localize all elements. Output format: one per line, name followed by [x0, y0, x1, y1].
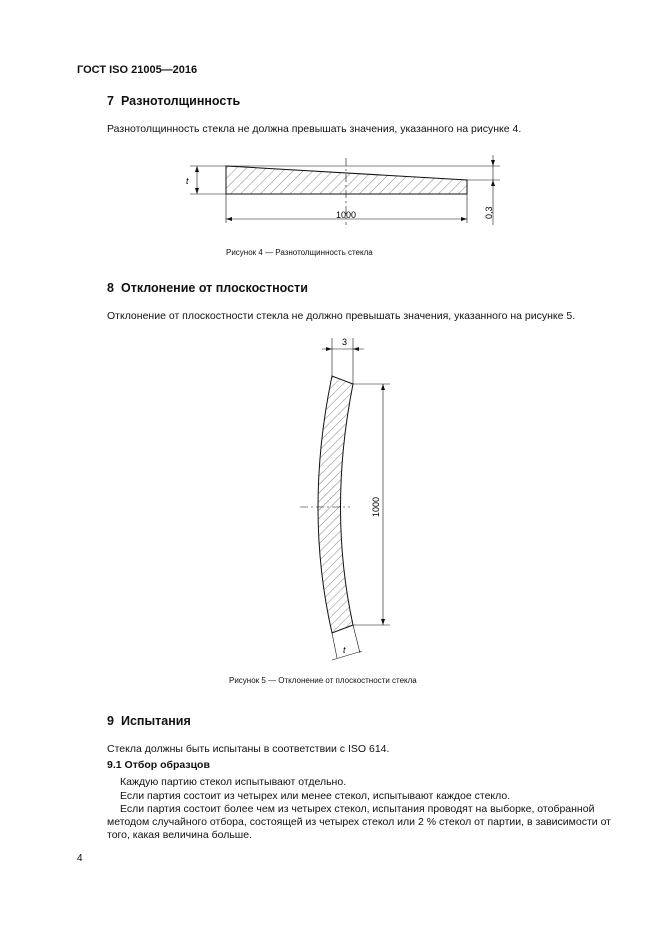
figure-5-drawing [290, 335, 400, 665]
section-7-heading [107, 94, 240, 108]
section-8-heading [107, 281, 308, 295]
fig4-label-length: 1000 [336, 210, 357, 220]
section-8-number: 8 [107, 281, 114, 295]
figure-4-caption: Рисунок 4 — Разнотолщинность стекла [226, 248, 373, 257]
section-7-title: Разнотолщинность [121, 94, 241, 108]
subsection-para-1: Каждую партию стекол испытывают отдельно. [120, 776, 347, 788]
subsection-para-2: Если партия состоит из четырех или менее стекол, испытывают каждое стекло. [120, 790, 511, 802]
subsection-para-3-line-2: методом случайного отбора, состоящей из четырех стекол или 2 % стекол от партии, в зависимости от [107, 816, 611, 828]
section-7-text: Разнотолщинность стекла не должна превышать значения, указанного на рисунке 4. [107, 123, 522, 135]
subsection-9-1-heading [107, 759, 210, 771]
glass-wedge-shape [226, 166, 467, 194]
section-9-heading [107, 714, 191, 728]
subsection-9-1-number: 9.1 [107, 759, 122, 771]
fig5-label-length: 1000 [371, 496, 381, 517]
bent-glass-shape [318, 376, 353, 633]
section-9-number: 9 [107, 714, 114, 728]
section-8-text: Отклонение от плоскостности стекла не должно превышать значения, указанного на рисунке 5. [107, 310, 576, 322]
fig4-label-t: t [186, 176, 189, 186]
document-header: ГОСТ ISO 21005—2016 [77, 64, 198, 76]
page-number: 4 [77, 853, 83, 864]
section-9-text: Стекла должны быть испытаны в соответствии с ISO 614. [107, 743, 390, 755]
section-7-number: 7 [107, 94, 114, 108]
subsection-para-3-line-3: того, какая величина больше. [107, 829, 252, 841]
subsection-9-1-title: Отбор образцов [124, 759, 210, 771]
figure-4-drawing [180, 155, 520, 235]
subsection-para-3-line-1: Если партия состоит более чем из четырех стекол, испытания проводят на выборке, отобранной [120, 803, 595, 815]
fig4-label-offset: 0,3 [484, 206, 494, 219]
section-9-title: Испытания [121, 714, 191, 728]
fig5-label-t: t [343, 645, 346, 655]
section-8-title: Отклонение от плоскостности [121, 281, 308, 295]
fig5-label-3: 3 [342, 337, 348, 347]
figure-5-caption: Рисунок 5 — Отклонение от плоскостности стекла [229, 676, 417, 685]
